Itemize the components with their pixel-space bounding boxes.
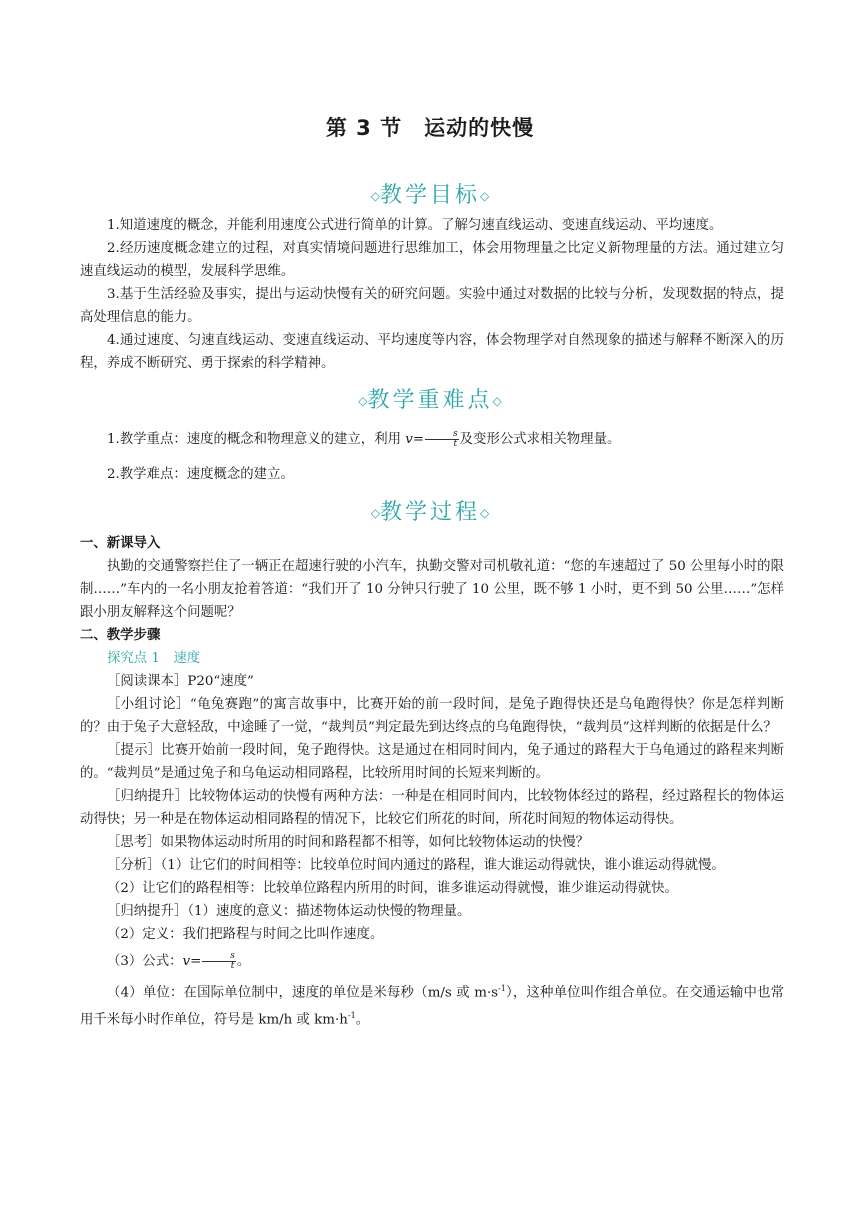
goals-block	[80, 214, 784, 375]
section-heading-goals	[0, 178, 860, 209]
tag-label: ［归纳提升］	[107, 904, 188, 919]
formula-symbol: =	[412, 432, 425, 447]
formula-symbol: v	[182, 954, 191, 969]
paragraph: （2）让它们的路程相等：比较单位路程内所用的时间，谁多谁运动得就慢，谁少谁运动得就快。	[107, 881, 678, 896]
paragraph: 执勤的交通警察拦住了一辆正在超速行驶的小汽车，执勤交警对司机敬礼道：“您的车速超过了 50 公里每小时的限制……”车内的一名小朋友抢着答道：“我们开了 10 分钟只行驶了 10 公里，既不够 1 小时，更不到 50 公里……”怎样跟小朋友解释这个问题呢？	[80, 559, 784, 620]
paragraph	[80, 739, 784, 785]
diamond-icon: ◇	[480, 506, 490, 520]
formula-fraction	[202, 952, 236, 971]
tag-label: ［小组讨论］	[107, 697, 190, 712]
paragraph-text: 比较物体运动的快慢有两种方法：一种是在相同时间内，比较物体经过的路程，经过路程长的物体运动得快；另一种是在物体运动相同路程的情况下，比较它们所花的时间，所花时间短的物体运动得快。	[80, 789, 785, 827]
fraction-numerator: s	[425, 430, 459, 440]
formula-symbol: v	[405, 432, 413, 447]
fraction-denominator: t	[230, 961, 235, 971]
paragraph	[80, 785, 784, 831]
tag-label: ［分析］	[107, 858, 161, 873]
paragraph-text: ），这种单位叫作组合单位。在交通运输中也常用千米每小时作单位，符号是 km/h 或 km·h	[80, 985, 784, 1028]
tag-label: ［阅读课本］	[107, 674, 188, 689]
diamond-icon: ◇	[370, 189, 380, 203]
key-point-text: 及变形公式求相关物理量。	[459, 432, 621, 447]
diamond-icon: ◇	[358, 394, 368, 408]
paragraph-text: （3）公式：	[107, 954, 183, 969]
paragraph: （2）定义：我们把路程与时间之比叫作速度。	[107, 927, 384, 942]
paragraph	[80, 977, 784, 1032]
paragraph-text: P20“速度”	[187, 674, 254, 689]
section-heading-text: 教学重难点	[367, 388, 493, 413]
paragraph-text: “龟兔赛跑”的寓言故事中，比赛开始的前一段时间，是兔子跑得快还是乌龟跑得快？你是怎样判断的？由于兔子大意轻敌，中途睡了一觉，“裁判员”判定最先到达终点的乌龟跑得快，“裁判员”这样判断的依据是什么？	[80, 697, 784, 735]
paragraph	[80, 900, 784, 923]
paragraph-text: （1）速度的意义：描述物体运动快慢的物理量。	[187, 904, 471, 919]
diamond-icon: ◇	[480, 189, 490, 203]
subheading: 一、新课导入	[80, 536, 161, 551]
section-heading-text: 教学过程	[379, 500, 480, 525]
paragraph	[80, 693, 784, 739]
page-title: 第 3 节 运动的快慢	[325, 116, 535, 140]
goal-item: 3.基于生活经验及事实，提出与运动快慢有关的研究问题。实验中通过对数据的比较与分析，发现数据的特点，提高处理信息的能力。	[80, 287, 784, 325]
goal-item: 1.知道速度的概念，并能利用速度公式进行简单的计算。了解匀速直线运动、变速直线运动、平均速度。	[107, 218, 723, 233]
key-points-block	[80, 428, 784, 486]
tag-label: ［归纳提升］	[107, 789, 189, 804]
diamond-icon: ◇	[370, 506, 380, 520]
formula-symbol: =	[190, 954, 202, 969]
subheading: 二、教学步骤	[80, 628, 161, 643]
paragraph-text: 。	[236, 954, 251, 969]
explore-point-heading: 探究点 1 速度	[107, 651, 201, 666]
key-point-1	[80, 428, 784, 451]
process-block	[80, 532, 784, 1032]
paragraph	[80, 854, 784, 877]
tag-label: ［思考］	[107, 835, 161, 850]
fraction-numerator: s	[202, 952, 236, 962]
fraction-denominator: t	[453, 439, 458, 449]
paragraph-text: 比赛开始前一段时间，兔子跑得快。这是通过在相同时间内，兔子通过的路程大于乌龟通过的路程来判断的。“裁判员”是通过兔子和乌龟运动相同路程，比较所用时间的长短来判断的。	[80, 743, 784, 781]
superscript: -1	[347, 1011, 356, 1021]
superscript: -1	[498, 984, 506, 993]
paragraph-text: （1）让它们的时间相等：比较单位时间内通过的路程，谁大谁运动得就快，谁小谁运动得就慢。	[160, 858, 725, 873]
key-point-2: 2.教学难点：速度概念的建立。	[107, 467, 294, 482]
section-heading-key-points	[0, 383, 860, 414]
section-heading-process	[0, 495, 860, 526]
paragraph-text: 如果物体运动时所用的时间和路程都不相等，如何比较物体运动的快慢？	[160, 835, 590, 850]
goal-item: 2.经历速度概念建立的过程，对真实情境问题进行思维加工，体会用物理量之比定义新物理量的方法。通过建立匀速直线运动的模型，发展科学思维。	[80, 241, 784, 279]
formula-fraction	[425, 430, 459, 449]
goal-item: 4.通过速度、匀速直线运动、变速直线运动、平均速度等内容，体会物理学对自然现象的描述与解释不断深入的历程，养成不断研究、勇于探索的科学精神。	[80, 333, 784, 371]
tag-label: ［提示］	[107, 743, 162, 758]
key-point-text: 1.教学重点：速度的概念和物理意义的建立，利用	[107, 432, 406, 447]
paragraph-text: 。	[355, 1012, 370, 1028]
section-heading-text: 教学目标	[379, 183, 480, 208]
diamond-icon: ◇	[492, 394, 502, 408]
paragraph	[80, 670, 784, 693]
formula-line	[80, 950, 784, 973]
paragraph	[80, 831, 784, 854]
paragraph-text: （4）单位：在国际单位制中，速度的单位是米每秒（m/s 或 m·s	[107, 985, 499, 1001]
